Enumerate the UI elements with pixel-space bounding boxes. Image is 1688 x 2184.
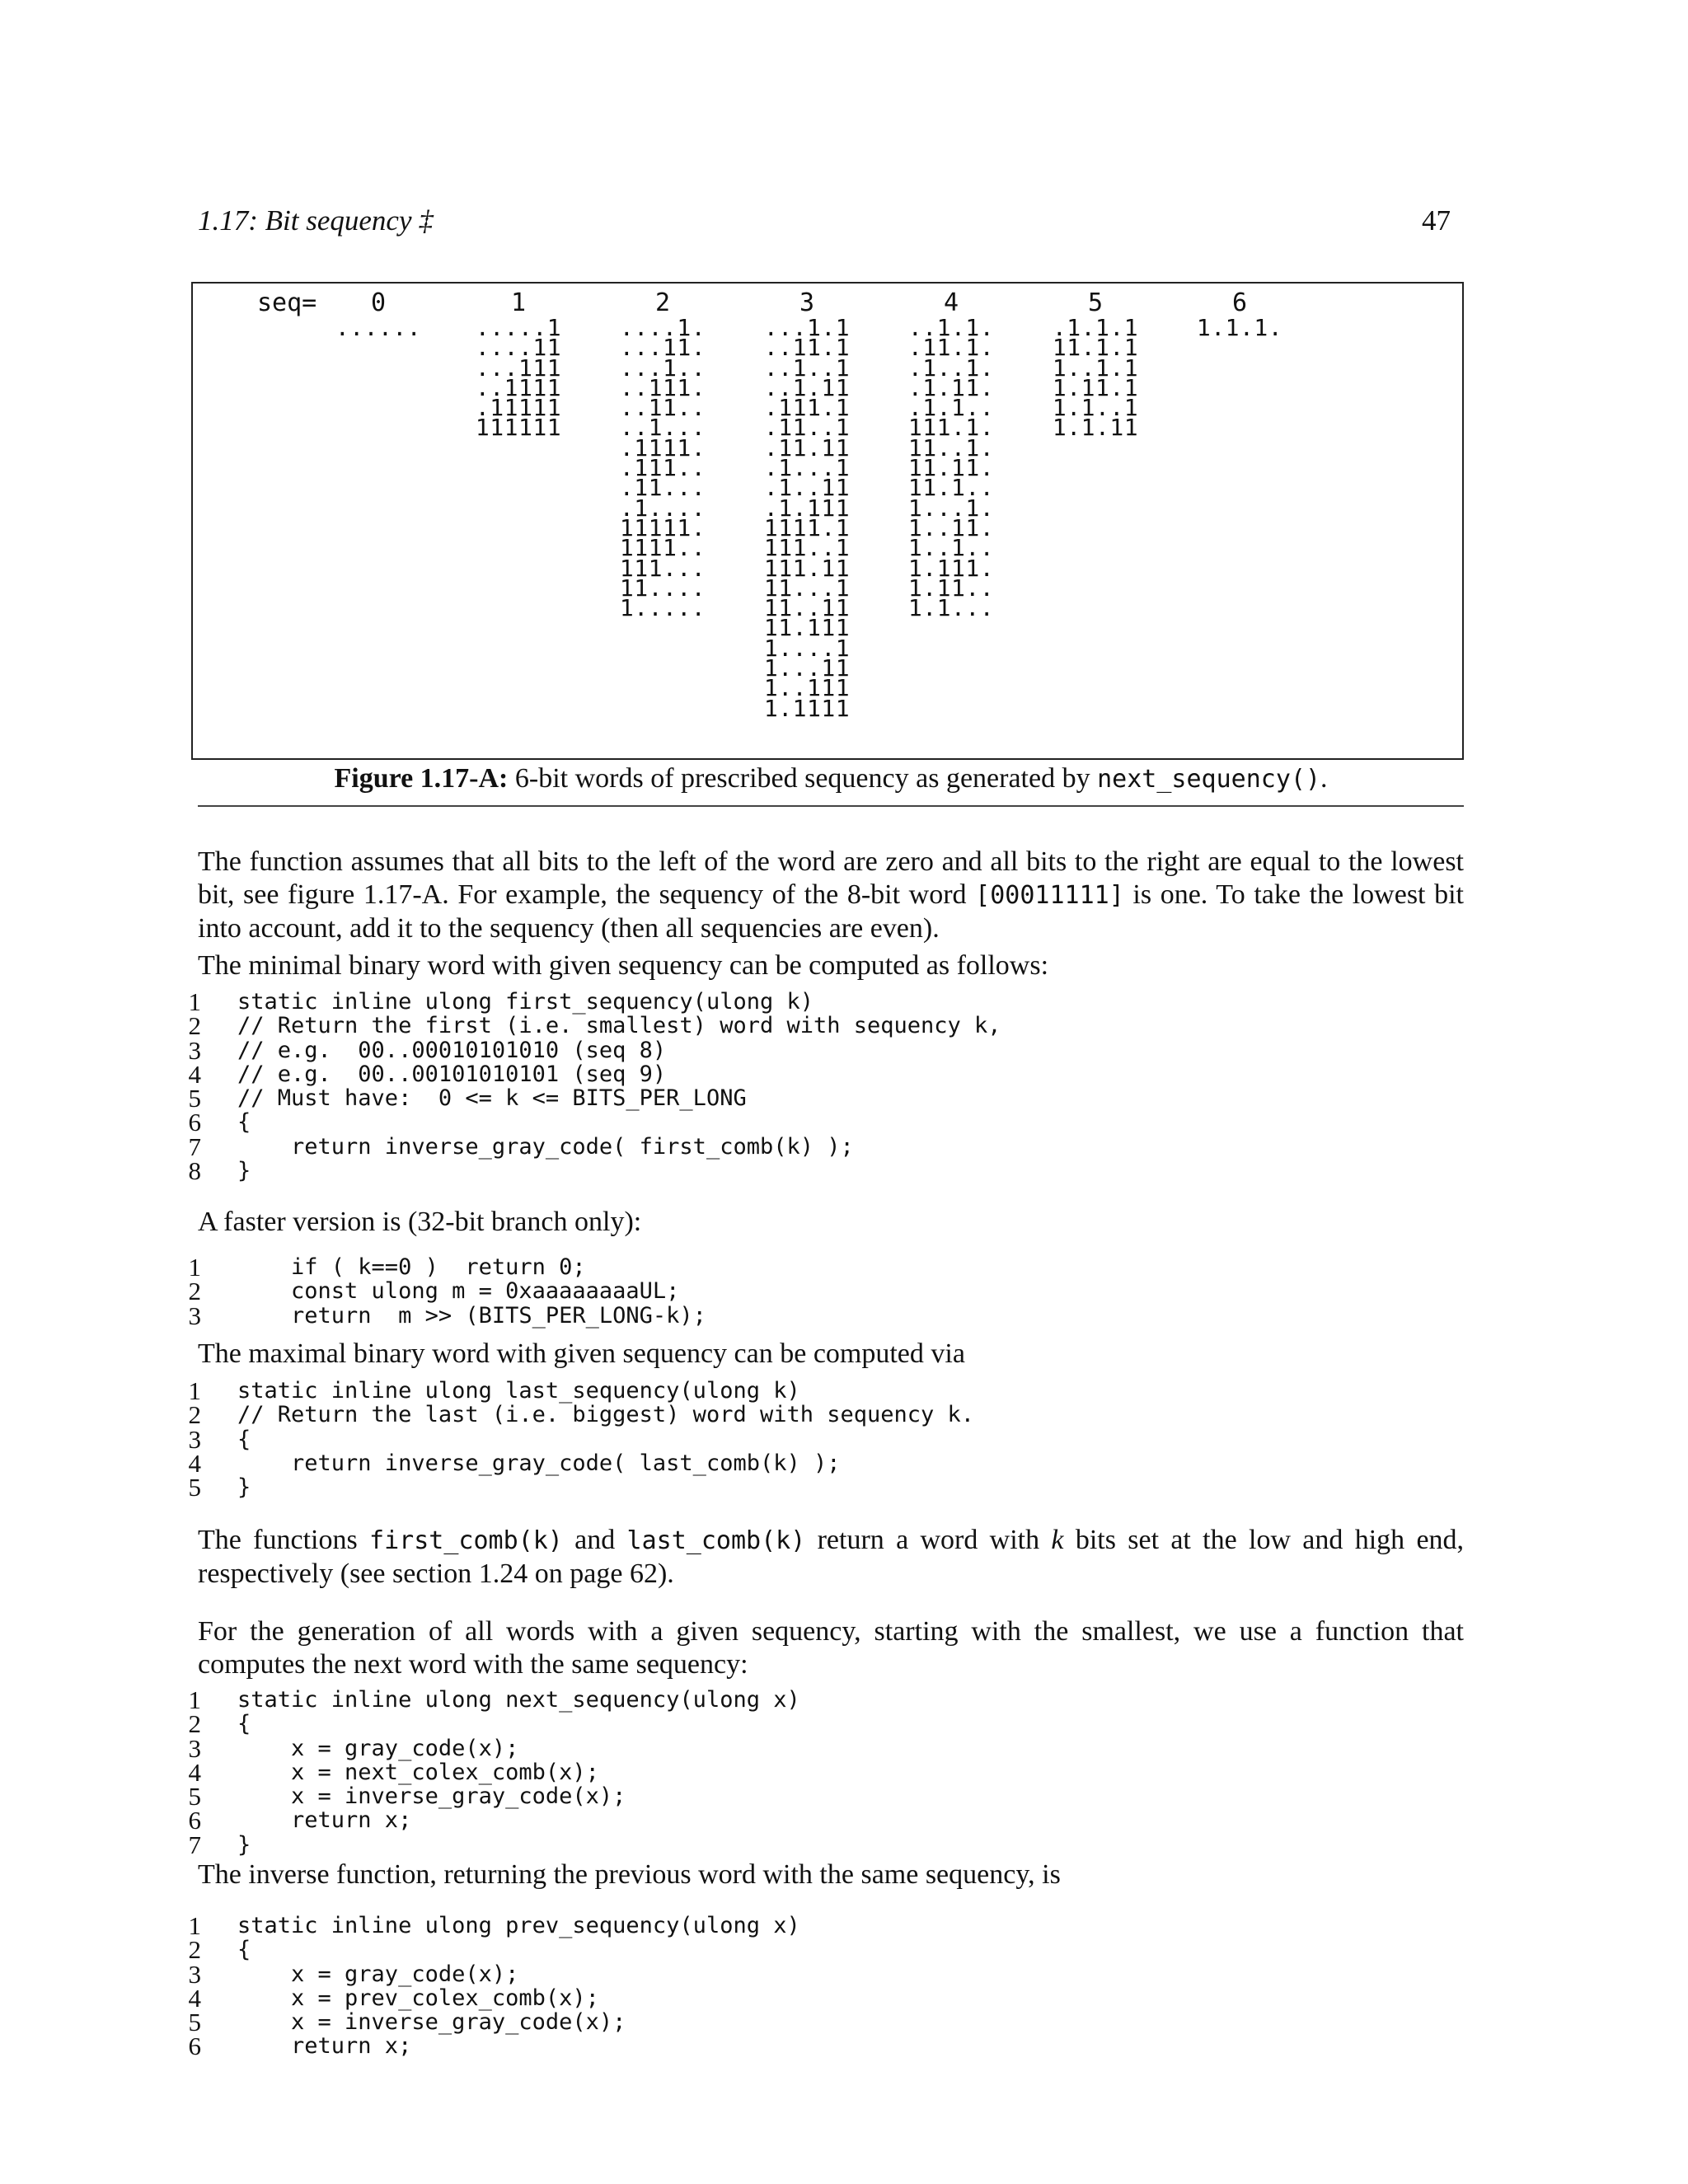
code-text: } xyxy=(237,1831,251,1858)
bit-word: .1...1 xyxy=(763,454,851,482)
sequency-column xyxy=(741,288,873,722)
code-text: x = prev_colex_comb(x); xyxy=(237,1985,599,2011)
bit-word: ..1.11 xyxy=(763,373,851,401)
line-number: 1 xyxy=(188,1685,201,1714)
code-listing-first-sequency xyxy=(183,987,1469,1186)
code-text: // e.g. 00..00010101010 (seq 8) xyxy=(237,1037,667,1063)
code-text: // Must have: 0 <= k <= BITS_PER_LONG xyxy=(237,1085,747,1112)
bit-word: ...111 xyxy=(475,354,562,382)
page-number: 47 xyxy=(1422,204,1451,237)
bit-word: ..11.. xyxy=(619,394,706,422)
bit-word: ..1... xyxy=(619,414,706,442)
running-head xyxy=(198,204,1451,241)
line-number: 2 xyxy=(188,1277,201,1306)
paragraph-7: The inverse function, returning the previous word with the same sequency, is xyxy=(198,1859,1061,1890)
code-line xyxy=(183,1277,1469,1306)
paragraph-2: The minimal binary word with given sequency can be computed as follows: xyxy=(198,950,1049,981)
sequency-value: 2 xyxy=(654,288,671,317)
bit-word: .11.1. xyxy=(907,334,995,362)
caption-rule xyxy=(198,805,1464,807)
code-text: static inline ulong next_sequency(ulong x) xyxy=(237,1687,800,1713)
bit-word: 1..1.1 xyxy=(1052,354,1139,382)
code-text: return inverse_gray_code( last_comb(k) ); xyxy=(237,1450,841,1476)
code-listing-prev-sequency xyxy=(183,1911,1469,2061)
code-text: { xyxy=(237,1426,251,1452)
code-text: static inline ulong first_sequency(ulong k) xyxy=(237,989,814,1015)
code-listing-last-sequency xyxy=(183,1376,1469,1502)
bit-word: .11..1 xyxy=(763,414,851,442)
sequency-value: 6 xyxy=(1231,288,1248,317)
bit-word: 1..11. xyxy=(907,513,995,541)
bit-word: 11.111 xyxy=(763,614,851,642)
bit-word: .1.11. xyxy=(907,373,995,401)
sequency-value: 1 xyxy=(510,288,527,317)
code-line xyxy=(183,1253,1469,1282)
bit-word: .11.11 xyxy=(763,434,851,462)
inline-code: [00011111] xyxy=(975,881,1124,910)
code-line xyxy=(183,1709,1469,1739)
bit-word: .111.1 xyxy=(763,394,851,422)
paragraph-text: The functions xyxy=(198,1525,358,1555)
line-number: 5 xyxy=(188,2008,201,2037)
caption-label: Figure 1.17-A: xyxy=(334,763,509,794)
line-number: 8 xyxy=(188,1156,201,1186)
line-number: 4 xyxy=(188,1983,201,2013)
bit-word: .1.1.. xyxy=(907,394,995,422)
code-text: x = gray_code(x); xyxy=(237,1961,519,1987)
line-number: 6 xyxy=(188,1806,201,1835)
sequency-column xyxy=(1174,288,1306,341)
code-line xyxy=(183,1108,1469,1137)
code-text: // Return the last (i.e. biggest) word with sequency k. xyxy=(237,1402,975,1428)
bit-word: ...1.. xyxy=(619,354,706,382)
bit-word: 11.11. xyxy=(907,454,995,482)
line-number: 1 xyxy=(188,987,201,1016)
bit-word: ...... xyxy=(335,314,422,341)
code-line xyxy=(183,1059,1469,1089)
code-line xyxy=(183,1035,1469,1065)
code-line xyxy=(183,1156,1469,1186)
bit-word: 1..1.. xyxy=(907,534,995,562)
bit-word: 1.111. xyxy=(907,554,995,582)
bit-word: .11... xyxy=(619,474,706,502)
line-number: 1 xyxy=(188,1911,201,1940)
code-text: x = next_colex_comb(x); xyxy=(237,1759,599,1785)
code-line xyxy=(183,1011,1469,1041)
code-text: } xyxy=(237,1158,251,1184)
bit-word: .....1 xyxy=(475,314,562,341)
bit-word: 1.1..1 xyxy=(1052,394,1139,422)
bit-word: 11.... xyxy=(619,574,706,602)
bit-word: ....1. xyxy=(619,314,706,341)
caption-text: 6-bit words of prescribed sequency as generated by xyxy=(514,763,1090,794)
bit-word: .1..11 xyxy=(763,474,851,502)
figure-caption xyxy=(198,762,1464,797)
paragraph-text: bits set at the low and high end, respectively (see section 1.24 on page 62). xyxy=(198,1525,1465,1589)
code-text: return inverse_gray_code( first_comb(k) ); xyxy=(237,1133,854,1160)
bit-word: 1111.1 xyxy=(763,513,851,541)
sequency-column xyxy=(312,288,444,341)
bit-word: 111... xyxy=(619,554,706,582)
inline-code: first_comb(k) xyxy=(369,1526,563,1555)
paragraph-text: The function assumes that all bits to the left of the word are zero and all bits to the right are equal to the lowest bit, see figure 1.17-A. For example, the sequency of the 8-bit word xyxy=(198,846,1464,910)
code-line xyxy=(183,1376,1469,1405)
code-text: const ulong m = 0xaaaaaaaaUL; xyxy=(237,1278,680,1305)
code-text: return x; xyxy=(237,2033,412,2060)
bit-word: ...1.1 xyxy=(763,314,851,341)
bit-word: 11..1. xyxy=(907,434,995,462)
sequency-value: 5 xyxy=(1087,288,1104,317)
line-number: 5 xyxy=(188,1084,201,1113)
bit-word: 11.1.. xyxy=(907,474,995,502)
sequency-value: 4 xyxy=(943,288,959,317)
sequency-column xyxy=(452,288,584,442)
paragraph-3: A faster version is (32-bit branch only): xyxy=(198,1207,642,1237)
code-line xyxy=(183,987,1469,1016)
seq-label: seq= xyxy=(257,288,317,317)
code-text: // e.g. 00..00101010101 (seq 9) xyxy=(237,1061,667,1087)
code-line xyxy=(183,1473,1469,1502)
paragraph-text: return a word with xyxy=(817,1525,1040,1555)
bit-word: 1....1 xyxy=(763,634,851,662)
bit-word: .1.... xyxy=(619,494,706,522)
section-title: 1.17: Bit sequency ‡ xyxy=(198,204,434,237)
sequency-column xyxy=(1029,288,1161,442)
bit-word: 1.11.. xyxy=(907,574,995,602)
code-line xyxy=(183,1400,1469,1430)
line-number: 2 xyxy=(188,1709,201,1739)
line-number: 5 xyxy=(188,1782,201,1811)
caption-code: next_sequency() xyxy=(1097,765,1321,794)
line-number: 6 xyxy=(188,2032,201,2061)
code-text: return x; xyxy=(237,1807,412,1834)
line-number: 7 xyxy=(188,1132,201,1161)
sequency-column xyxy=(885,288,1017,622)
caption-end: . xyxy=(1320,763,1328,794)
code-line xyxy=(183,1084,1469,1113)
paragraph-1 xyxy=(198,846,1464,945)
bit-word: 1..... xyxy=(619,594,706,622)
bit-word: .1..1. xyxy=(907,354,995,382)
code-line xyxy=(183,1685,1469,1714)
paragraph-text: is one. To take the lowest bit into account, add it to the sequency (then all sequencies are even). xyxy=(198,879,1465,944)
bit-word: ..1111 xyxy=(475,373,562,401)
code-line xyxy=(183,1448,1469,1478)
bit-word: 1.1... xyxy=(907,594,995,622)
code-text: x = inverse_gray_code(x); xyxy=(237,2009,626,2036)
bit-word: 1111.. xyxy=(619,534,706,562)
sequency-column xyxy=(597,288,729,622)
paragraph-5 xyxy=(198,1524,1464,1591)
bit-word: 111111 xyxy=(475,414,562,442)
code-line xyxy=(183,1733,1469,1763)
bit-word: 1.1111 xyxy=(763,694,851,722)
code-text: return m >> (BITS_PER_LONG-k); xyxy=(237,1302,706,1329)
bit-word: 11...1 xyxy=(763,574,851,602)
code-line xyxy=(183,1782,1469,1811)
line-number: 4 xyxy=(188,1757,201,1787)
bit-word: 11111. xyxy=(619,513,706,541)
code-text: } xyxy=(237,1474,251,1501)
code-line xyxy=(183,2032,1469,2061)
bit-word: 11.1.1 xyxy=(1052,334,1139,362)
code-line xyxy=(183,1935,1469,1965)
line-number: 1 xyxy=(188,1253,201,1282)
bit-word: ..111. xyxy=(619,373,706,401)
code-text: x = inverse_gray_code(x); xyxy=(237,1783,626,1810)
line-number: 4 xyxy=(188,1059,201,1089)
code-line xyxy=(183,1806,1469,1835)
bit-word: .1.1.1 xyxy=(1052,314,1139,341)
line-number: 3 xyxy=(188,1733,201,1763)
bit-word: 1...1. xyxy=(907,494,995,522)
code-line xyxy=(183,1301,1469,1330)
bit-word: ..1..1 xyxy=(763,354,851,382)
bit-word: ...11. xyxy=(619,334,706,362)
figure-box xyxy=(191,282,1464,760)
bit-word: ..1.1. xyxy=(907,314,995,341)
bit-word: 11..11 xyxy=(763,594,851,622)
code-line xyxy=(183,1132,1469,1161)
bit-word: 1.11.1 xyxy=(1052,373,1139,401)
bit-word: 1..111 xyxy=(763,674,851,702)
line-number: 6 xyxy=(188,1108,201,1137)
line-number: 3 xyxy=(188,1301,201,1330)
sequency-value: 3 xyxy=(799,288,815,317)
bit-word: ....11 xyxy=(475,334,562,362)
line-number: 2 xyxy=(188,1400,201,1430)
bit-word: 1.1.1. xyxy=(1196,314,1283,341)
line-number: 5 xyxy=(188,1473,201,1502)
paragraph-text: and xyxy=(574,1525,616,1555)
code-line xyxy=(183,1424,1469,1454)
line-number: 2 xyxy=(188,1935,201,1965)
code-line xyxy=(183,2008,1469,2037)
line-number: 2 xyxy=(188,1011,201,1041)
code-line xyxy=(183,1983,1469,2013)
paragraph-4: The maximal binary word with given sequency can be computed via xyxy=(198,1338,965,1369)
bit-word: 111..1 xyxy=(763,534,851,562)
code-listing-next-sequency xyxy=(183,1685,1469,1859)
bit-word: 1.1.11 xyxy=(1052,414,1139,442)
code-line xyxy=(183,1757,1469,1787)
code-text: static inline ulong prev_sequency(ulong x) xyxy=(237,1913,800,1938)
code-line xyxy=(183,1830,1469,1859)
code-text: // Return the first (i.e. smallest) word with sequency k, xyxy=(237,1013,1001,1039)
line-number: 3 xyxy=(188,1424,201,1454)
inline-code: last_comb(k) xyxy=(626,1526,806,1555)
code-line xyxy=(183,1959,1469,1989)
bit-word: ..11.1 xyxy=(763,334,851,362)
code-text: x = gray_code(x); xyxy=(237,1735,519,1761)
math-variable: k xyxy=(1051,1525,1064,1555)
line-number: 7 xyxy=(188,1830,201,1859)
bit-word: 111.1. xyxy=(907,414,995,442)
line-number: 3 xyxy=(188,1959,201,1989)
bit-word: .1.111 xyxy=(763,494,851,522)
bit-word: 111.11 xyxy=(763,554,851,582)
code-text: { xyxy=(237,1711,251,1737)
sequency-value: 0 xyxy=(370,288,387,317)
code-text: { xyxy=(237,1937,251,1963)
bit-word: 1...11 xyxy=(763,654,851,682)
line-number: 3 xyxy=(188,1035,201,1065)
code-listing-faster-version xyxy=(183,1255,1469,1328)
code-text: if ( k==0 ) return 0; xyxy=(237,1254,586,1280)
code-text: static inline ulong last_sequency(ulong k) xyxy=(237,1378,800,1404)
code-line xyxy=(183,1911,1469,1940)
code-text: { xyxy=(237,1109,251,1136)
bit-word: .111.. xyxy=(619,454,706,482)
bit-word: .11111 xyxy=(475,394,562,422)
line-number: 1 xyxy=(188,1376,201,1405)
paragraph-6: For the generation of all words with a given sequency, starting with the smallest, we use a function that computes the next word with the same sequency: xyxy=(198,1616,1464,1680)
line-number: 4 xyxy=(188,1448,201,1478)
bit-word: .1111. xyxy=(619,434,706,462)
